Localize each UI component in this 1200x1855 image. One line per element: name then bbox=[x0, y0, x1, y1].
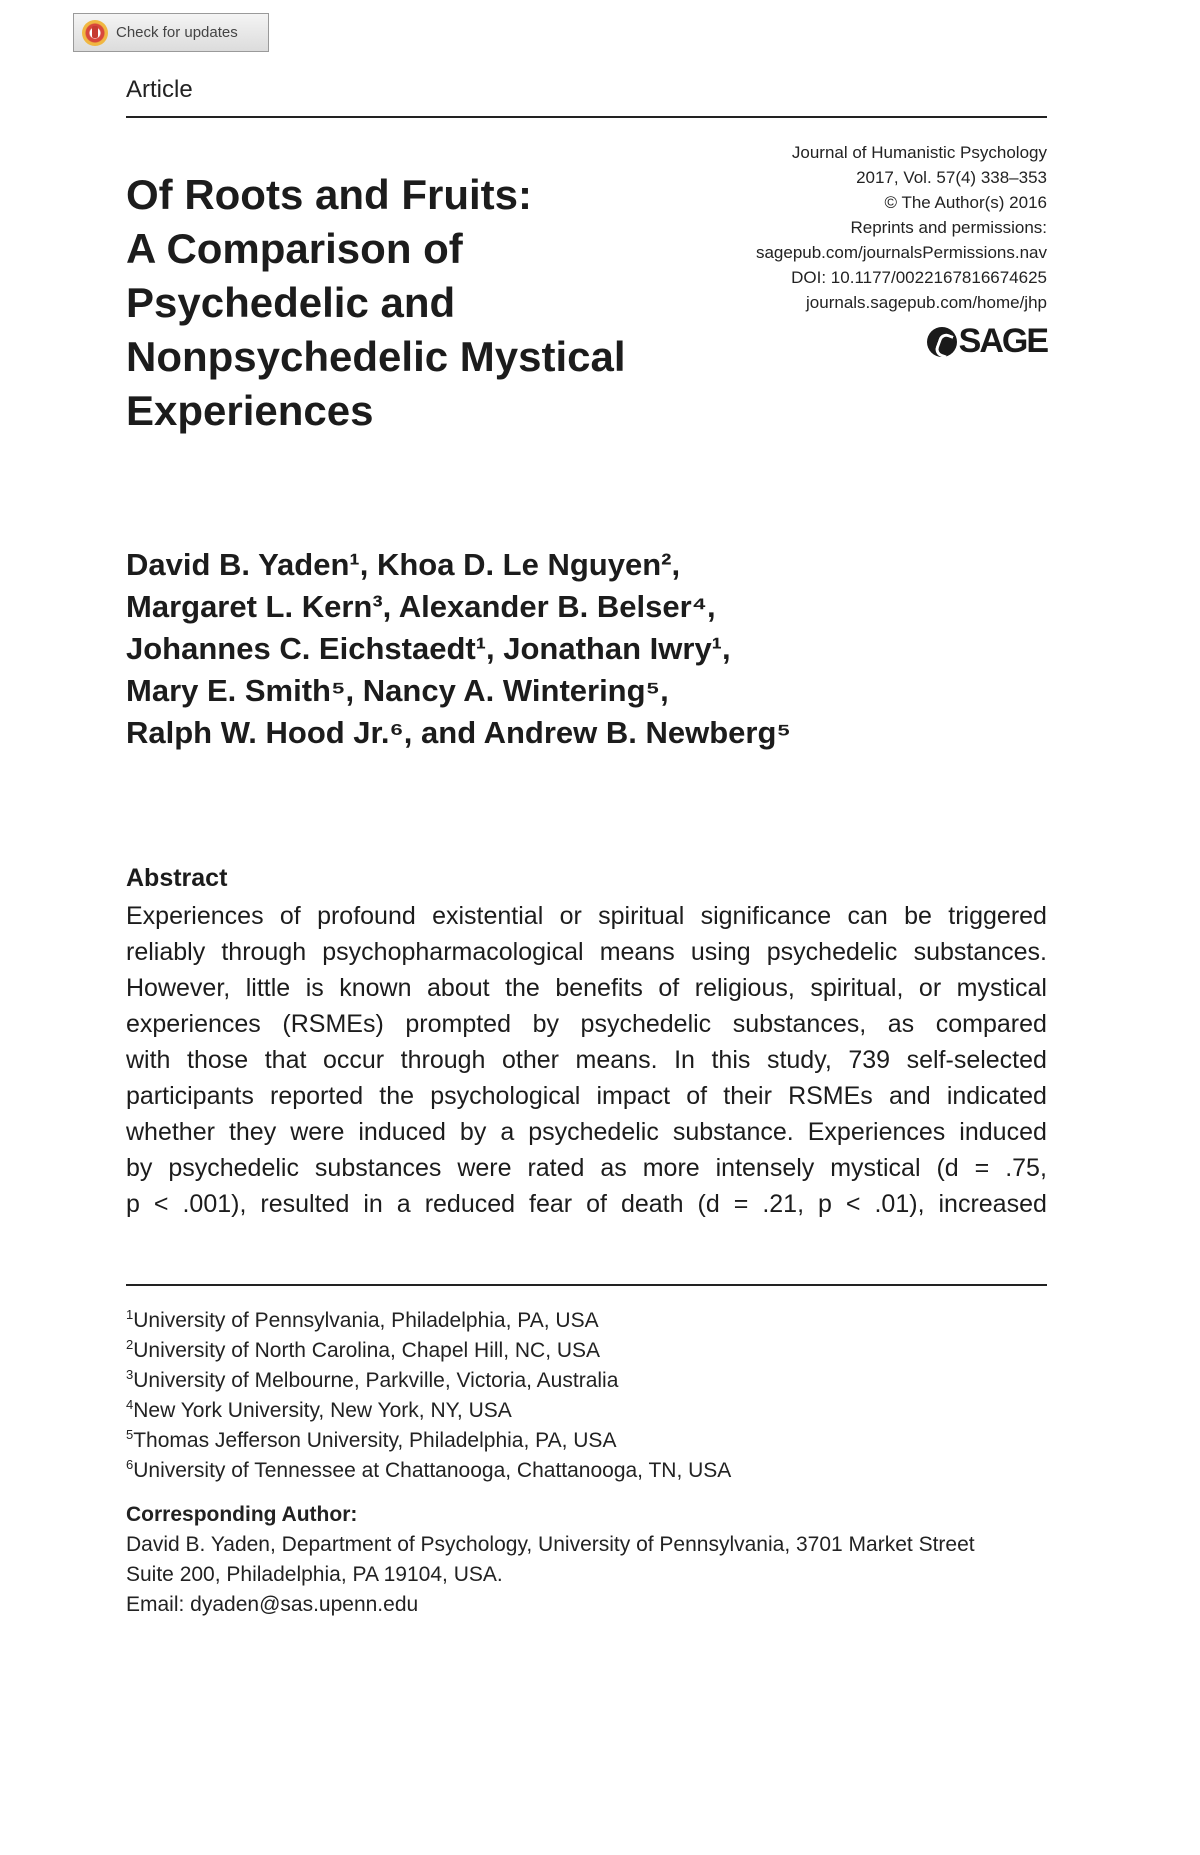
crossmark-icon bbox=[82, 20, 108, 46]
affiliation-number: 5 bbox=[126, 1427, 134, 1442]
author-line: Mary E. Smith⁵, Nancy A. Wintering⁵, bbox=[126, 673, 669, 708]
author-list bbox=[126, 544, 1076, 754]
corresponding-author-address: David B. Yaden, Department of Psychology, University of Pennsylvania, 3701 Market Street bbox=[126, 1533, 975, 1556]
affiliation-number: 4 bbox=[126, 1397, 134, 1412]
author-line: Johannes C. Eichstaedt¹, Jonathan Iwry¹, bbox=[126, 631, 731, 666]
affiliation-text: University of North Carolina, Chapel Hill, NC, USA bbox=[133, 1339, 601, 1362]
abstract-line: However, little is known about the benefits of religious, spiritual, or mystical bbox=[126, 974, 1047, 1002]
affiliations-list bbox=[126, 1306, 1047, 1486]
header-divider bbox=[126, 116, 1047, 118]
reprints-line: Reprints and permissions: bbox=[850, 218, 1047, 237]
title-line: Experiences bbox=[126, 387, 374, 434]
abstract-line: Experiences of profound existential or spiritual significance can be triggered bbox=[126, 902, 1047, 930]
sage-logo bbox=[927, 322, 1047, 361]
copyright-line: © The Author(s) 2016 bbox=[884, 193, 1047, 212]
affiliation-text: University of Melbourne, Parkville, Victoria, Australia bbox=[133, 1369, 619, 1392]
abstract-line: reliably through psychopharmacological means using psychedelic substances. bbox=[126, 938, 1047, 966]
corresponding-author-heading: Corresponding Author: bbox=[126, 1503, 358, 1526]
affiliation-text: New York University, New York, NY, USA bbox=[133, 1399, 512, 1422]
abstract-line: participants reported the psychological impact of their RSMEs and indicated bbox=[126, 1082, 1047, 1110]
abstract-line: experiences (RSMEs) prompted by psychedelic substances, as compared bbox=[126, 1010, 1047, 1038]
corresponding-author-email[interactable]: Email: dyaden@sas.upenn.edu bbox=[126, 1593, 419, 1616]
author-line: Margaret L. Kern³, Alexander B. Belser⁴, bbox=[126, 589, 716, 624]
affiliation-item bbox=[126, 1456, 1047, 1486]
affiliation-number: 3 bbox=[126, 1367, 134, 1382]
abstract-line: whether they were induced by a psychedelic substance. Experiences induced bbox=[126, 1118, 1047, 1146]
affiliation-number: 2 bbox=[126, 1337, 134, 1352]
check-for-updates-button[interactable] bbox=[73, 13, 269, 52]
affiliation-text: University of Pennsylvania, Philadelphia, PA, USA bbox=[133, 1309, 599, 1332]
journal-name: Journal of Humanistic Psychology bbox=[791, 143, 1047, 162]
affiliation-item bbox=[126, 1306, 1047, 1336]
affiliation-item bbox=[126, 1396, 1047, 1426]
affiliation-item bbox=[126, 1426, 1047, 1456]
title-line: Of Roots and Fruits: bbox=[126, 171, 532, 218]
author-line: David B. Yaden¹, Khoa D. Le Nguyen², bbox=[126, 547, 681, 582]
affiliation-number: 6 bbox=[126, 1457, 134, 1472]
footnote-divider bbox=[126, 1284, 1047, 1286]
title-line: Psychedelic and bbox=[126, 279, 456, 326]
corresponding-author-address: Suite 200, Philadelphia, PA 19104, USA. bbox=[126, 1563, 503, 1586]
journal-info bbox=[627, 140, 1047, 315]
affiliation-text: Thomas Jefferson University, Philadelphia, PA, USA bbox=[133, 1429, 617, 1452]
title-line: Nonpsychedelic Mystical bbox=[126, 333, 626, 380]
abstract-body bbox=[126, 898, 1047, 1222]
affiliation-text: University of Tennessee at Chattanooga, Chattanooga, TN, USA bbox=[133, 1459, 732, 1482]
doi-link[interactable]: DOI: 10.1177/0022167816674625 bbox=[791, 268, 1047, 287]
abstract-line: by psychedelic substances were rated as more intensely mystical (d = .75, bbox=[126, 1154, 1047, 1182]
affiliation-item bbox=[126, 1366, 1047, 1396]
journal-volume: 2017, Vol. 57(4) 338–353 bbox=[856, 168, 1047, 187]
author-line: Ralph W. Hood Jr.⁶, and Andrew B. Newberg⁵ bbox=[126, 715, 791, 750]
abstract-line: p < .001), resulted in a reduced fear of death (d = .21, p < .01), increased bbox=[126, 1190, 1047, 1218]
title-line: A Comparison of bbox=[126, 225, 463, 272]
permissions-link[interactable]: sagepub.com/journalsPermissions.nav bbox=[755, 243, 1047, 262]
affiliation-number: 1 bbox=[126, 1307, 134, 1322]
sage-logo-text: SAGE bbox=[958, 322, 1047, 360]
article-type-label: Article bbox=[126, 76, 193, 103]
abstract-heading: Abstract bbox=[126, 864, 228, 892]
affiliation-item bbox=[126, 1336, 1047, 1366]
check-for-updates-label: Check for updates bbox=[116, 24, 238, 41]
abstract-line: with those that occur through other means. In this study, 739 self-selected bbox=[126, 1046, 1047, 1074]
sage-logo-icon bbox=[927, 327, 957, 357]
journal-home-link[interactable]: journals.sagepub.com/home/jhp bbox=[806, 293, 1047, 312]
corresponding-author bbox=[126, 1500, 1047, 1620]
